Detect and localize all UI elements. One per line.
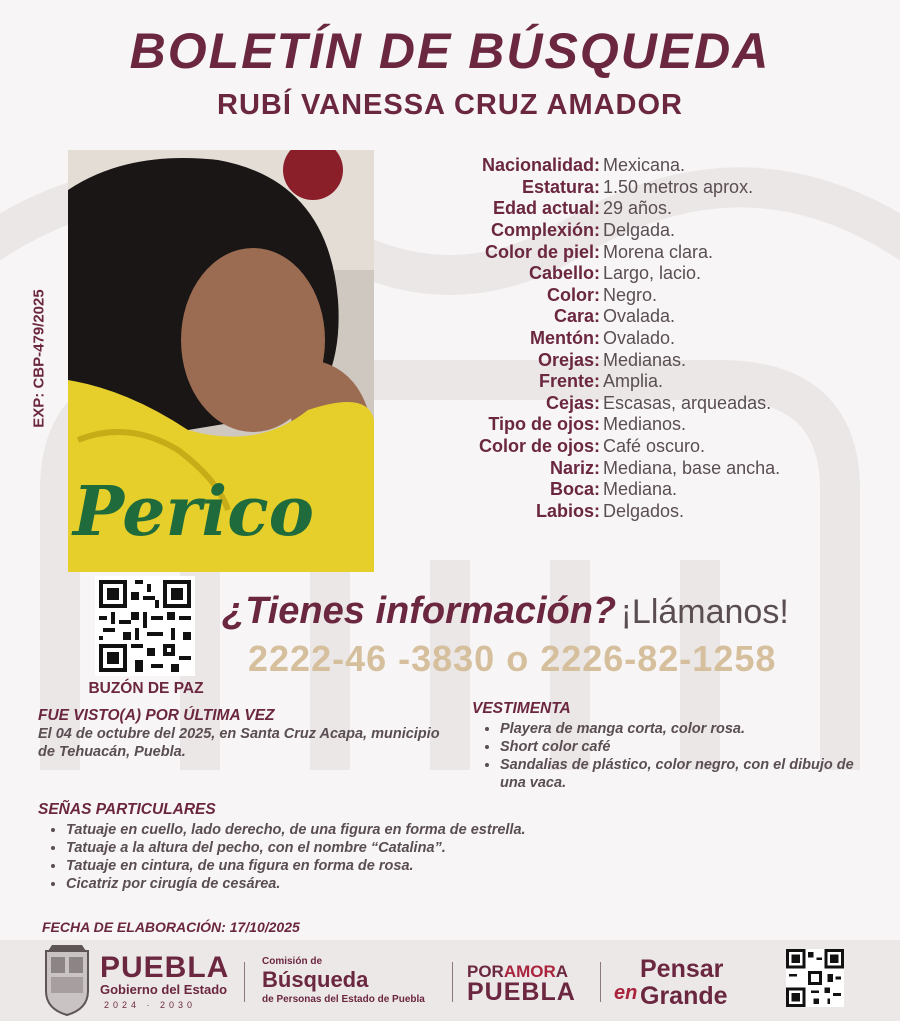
clothing-section bbox=[472, 700, 882, 792]
comision-line-2: Búsqueda bbox=[262, 967, 369, 992]
physical-description bbox=[400, 155, 880, 522]
gobierno-text: Gobierno del Estado bbox=[100, 982, 228, 997]
spec-row bbox=[400, 263, 880, 285]
spec-label: Labios: bbox=[535, 500, 600, 521]
comision-line-3: de Personas del Estado de Puebla bbox=[262, 994, 425, 1005]
puebla-logo-text: PUEBLA bbox=[100, 951, 230, 984]
spec-row bbox=[400, 306, 880, 328]
spec-row bbox=[400, 371, 880, 393]
spec-value: Ovalada. bbox=[603, 306, 676, 327]
spec-row bbox=[400, 349, 880, 371]
comision-line-1: Comisión de bbox=[262, 956, 323, 967]
spec-label: Cara: bbox=[553, 306, 600, 327]
spec-label: Orejas: bbox=[537, 349, 600, 370]
list-item: • Tatuaje en cintura, de una figura en forma de rosa. bbox=[66, 857, 858, 875]
spec-value: Ovalado. bbox=[603, 328, 676, 349]
footer-qr-code[interactable] bbox=[786, 949, 844, 1007]
en-text: en bbox=[614, 982, 638, 1004]
spec-label: Cejas: bbox=[545, 392, 600, 413]
spec-label: Tipo de ojos: bbox=[488, 414, 600, 435]
spec-value: Medianas. bbox=[603, 349, 687, 370]
distinguishing-marks-section bbox=[38, 801, 858, 893]
case-number: EXP: CBP-479/2025 bbox=[30, 289, 48, 428]
buzon-qr-code[interactable] bbox=[95, 576, 195, 676]
list-item: • Sandalias de plástico, color negro, con el dibujo de una vaca. bbox=[500, 756, 882, 792]
spec-value: Negro. bbox=[603, 284, 658, 305]
list-item: • Tatuaje a la altura del pecho, con el nombre “Catalina”. bbox=[66, 839, 858, 857]
footer-divider bbox=[452, 962, 453, 1002]
pensar-text: Pensar bbox=[640, 955, 724, 983]
list-item: • Tatuaje en cuello, lado derecho, de una figura en forma de estrella. bbox=[66, 821, 858, 839]
missing-person-name: RUBÍ VANESSA CRUZ AMADOR bbox=[217, 89, 683, 121]
spec-row bbox=[400, 414, 880, 436]
spec-row bbox=[400, 220, 880, 242]
spec-row bbox=[400, 177, 880, 199]
spec-value: Largo, lacio. bbox=[603, 263, 702, 284]
spec-row bbox=[400, 198, 880, 220]
spec-value: 29 años. bbox=[603, 198, 673, 219]
missing-person-photo bbox=[68, 150, 374, 572]
last-seen-title: FUE VISTO(A) POR ÚLTIMA VEZ bbox=[38, 707, 275, 724]
call-us-text: ¡Llámanos! bbox=[620, 593, 789, 631]
information-prompt bbox=[222, 590, 882, 633]
spec-value: Escasas, arqueadas. bbox=[603, 392, 772, 413]
footer-logos bbox=[0, 940, 900, 1021]
spec-value: Delgada. bbox=[603, 220, 676, 241]
spec-row bbox=[400, 155, 880, 177]
spec-row bbox=[400, 285, 880, 307]
spec-label: Estatura: bbox=[521, 176, 600, 197]
spec-value: Delgados. bbox=[603, 500, 685, 521]
spec-label: Complexión: bbox=[490, 220, 600, 241]
spec-value: 1.50 metros aprox. bbox=[603, 176, 754, 197]
spec-value: Mexicana. bbox=[603, 155, 686, 176]
spec-label: Boca: bbox=[549, 479, 600, 500]
phone-numbers[interactable]: 2222-46 -3830 o 2226-82-1258 bbox=[248, 638, 777, 679]
footer-divider bbox=[600, 962, 601, 1002]
spec-value: Mediana. bbox=[603, 479, 678, 500]
question-text: ¿Tienes información? bbox=[222, 590, 617, 632]
spec-label: Frente: bbox=[538, 371, 600, 392]
spec-row bbox=[400, 328, 880, 350]
spec-value: Café oscuro. bbox=[603, 436, 706, 457]
spec-row bbox=[400, 479, 880, 501]
last-seen-section bbox=[38, 707, 458, 761]
spec-label: Mentón: bbox=[530, 328, 600, 349]
marks-title: SEÑAS PARTICULARES bbox=[38, 801, 216, 818]
list-item: • Playera de manga corta, color rosa. bbox=[500, 720, 882, 738]
buzon-label: BUZÓN DE PAZ bbox=[88, 680, 204, 697]
spec-label: Color de ojos: bbox=[479, 436, 600, 457]
list-item: • Short color café bbox=[500, 738, 882, 756]
spec-value: Morena clara. bbox=[603, 241, 714, 262]
spec-row bbox=[400, 436, 880, 458]
spec-row bbox=[400, 457, 880, 479]
spec-label: Cabello: bbox=[528, 263, 600, 284]
spec-label: Nariz: bbox=[549, 457, 600, 478]
spec-row bbox=[400, 501, 880, 523]
puebla-slogan-text: PUEBLA bbox=[467, 978, 576, 1006]
shirt-logo-text: Perico bbox=[73, 472, 314, 552]
state-shield-icon bbox=[42, 943, 92, 1017]
administration-years: 2024 · 2030 bbox=[104, 1000, 197, 1010]
amor-text: AMOR bbox=[503, 962, 556, 981]
spec-value: Medianos. bbox=[603, 414, 687, 435]
spec-label: Color: bbox=[547, 284, 600, 305]
bulletin-title: BOLETÍN DE BÚSQUEDA bbox=[129, 23, 771, 79]
spec-label: Color de piel: bbox=[484, 241, 600, 262]
a-text: A bbox=[555, 962, 569, 981]
last-seen-text: El 04 de octubre del 2025, en Santa Cruz Acapa, municipio de Tehuacán, Puebla. bbox=[38, 726, 440, 760]
spec-row bbox=[400, 393, 880, 415]
list-item: • Cicatriz por cirugía de cesárea. bbox=[66, 875, 858, 893]
elaboration-date: FECHA DE ELABORACIÓN: 17/10/2025 bbox=[42, 919, 300, 935]
footer-divider bbox=[244, 962, 245, 1002]
spec-label: Nacionalidad: bbox=[481, 155, 600, 176]
clothing-title: VESTIMENTA bbox=[472, 700, 571, 717]
por-text: POR bbox=[467, 962, 504, 981]
spec-row bbox=[400, 241, 880, 263]
spec-value: Mediana, base ancha. bbox=[603, 457, 781, 478]
spec-value: Amplia. bbox=[603, 371, 664, 392]
spec-label: Edad actual: bbox=[492, 198, 600, 219]
grande-text: Grande bbox=[640, 982, 728, 1010]
